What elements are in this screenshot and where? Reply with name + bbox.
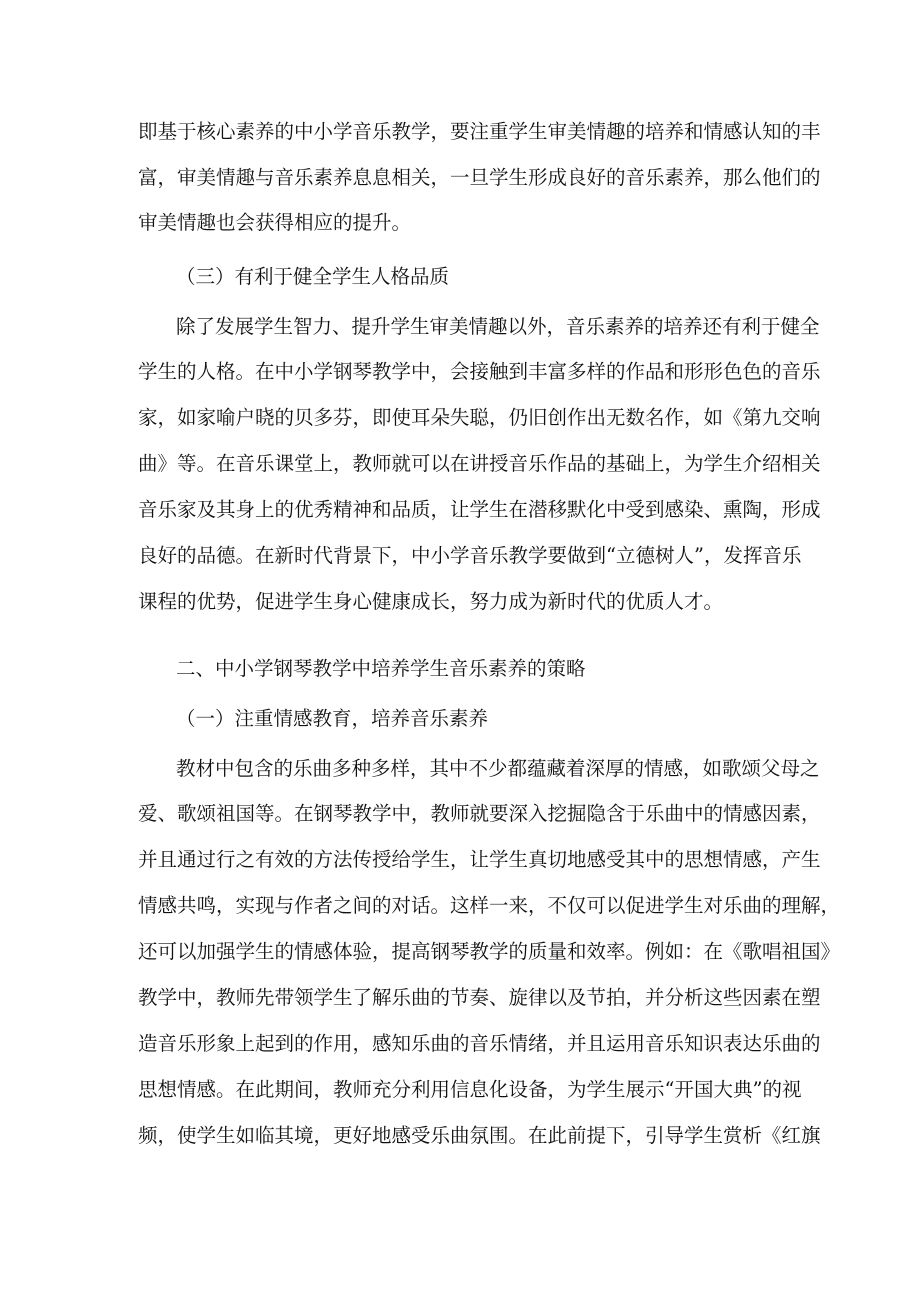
paragraph-line: 富，审美情趣与音乐素养息息相关，一旦学生形成良好的音乐素养，那么他们的 xyxy=(138,166,821,189)
paragraph-line: 情感共鸣，实现与作者之间的对话。这样一来，不仅可以促进学生对乐曲的理解， xyxy=(138,894,841,917)
paragraph-line: 教材中包含的乐曲多种多样，其中不少都蕴藏着深厚的情感，如歌颂父母之 xyxy=(176,757,820,780)
section-heading: 二、中小学钢琴教学中培养学生音乐素养的策略 xyxy=(176,657,586,680)
paragraph-line: 学生的人格。在中小学钢琴教学中，会接触到丰富多样的作品和形形色色的音乐 xyxy=(138,360,821,383)
paragraph-line: 曲》等。在音乐课堂上，教师就可以在讲授音乐作品的基础上，为学生介绍相关 xyxy=(138,452,821,475)
subsection-heading: （一）注重情感教育，培养音乐素养 xyxy=(176,707,489,730)
paragraph-line: 即基于核心素养的中小学音乐教学，要注重学生审美情趣的培养和情感认知的丰 xyxy=(138,120,821,143)
paragraph-line: 教学中，教师先带领学生了解乐曲的节奏、旋律以及节拍，并分析这些因素在塑 xyxy=(138,986,821,1009)
paragraph-line: 音乐家及其身上的优秀精神和品质，让学生在潜移默化中受到感染、熏陶，形成 xyxy=(138,498,821,521)
paragraph-line: 良好的品德。在新时代背景下，中小学音乐教学要做到“立德树人”，发挥音乐 xyxy=(138,544,802,567)
paragraph-line: 频，使学生如临其境，更好地感受乐曲氛围。在此前提下，引导学生赏析《红旗 xyxy=(138,1124,821,1147)
paragraph-line: 并且通过行之有效的方法传授给学生，让学生真切地感受其中的思想情感，产生 xyxy=(138,848,821,871)
paragraph-line: 爱、歌颂祖国等。在钢琴教学中，教师就要深入挖掘隐含于乐曲中的情感因素， xyxy=(138,802,821,825)
paragraph-line: 家，如家喻户晓的贝多芬，即使耳朵失聪，仍旧创作出无数名作，如《第九交响 xyxy=(138,406,821,429)
paragraph-line: 思想情感。在此期间，教师充分利用信息化设备，为学生展示“开国大典”的视 xyxy=(138,1078,802,1101)
paragraph-line: 课程的优势，促进学生身心健康成长，努力成为新时代的优质人才。 xyxy=(138,590,724,613)
section-heading: （三）有利于健全学生人格品质 xyxy=(176,265,450,288)
paragraph-line: 造音乐形象上起到的作用，感知乐曲的音乐情绪，并且运用音乐知识表达乐曲的 xyxy=(138,1032,821,1055)
paragraph-line: 除了发展学生智力、提升学生审美情趣以外，音乐素养的培养还有利于健全 xyxy=(176,315,820,338)
paragraph-line: 还可以加强学生的情感体验，提高钢琴教学的质量和效率。例如：在《歌唱祖国》 xyxy=(138,940,841,963)
paragraph-line: 审美情趣也会获得相应的提升。 xyxy=(138,211,412,234)
